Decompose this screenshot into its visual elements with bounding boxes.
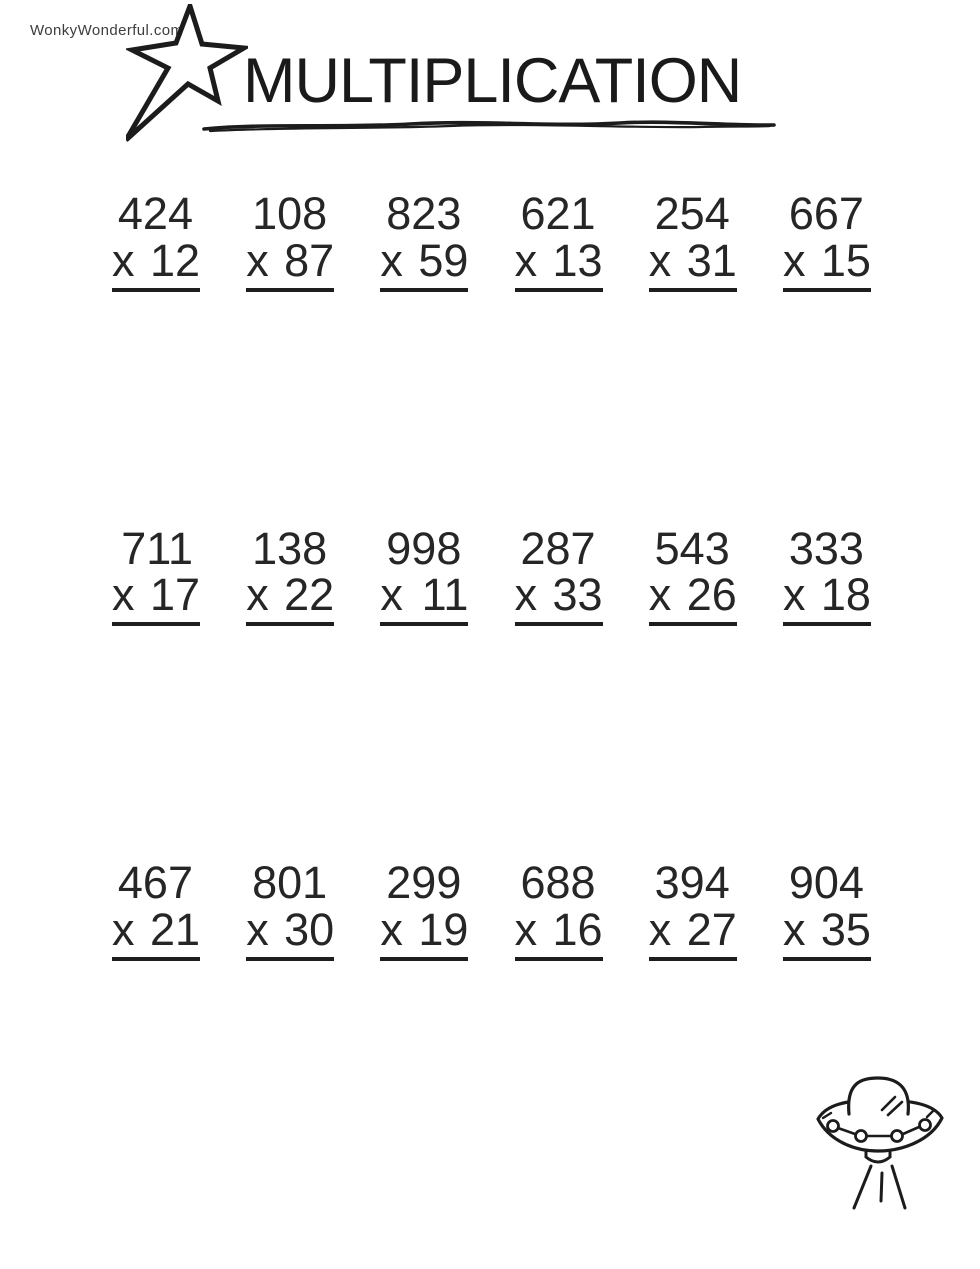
multiplicand: 424 <box>117 188 193 239</box>
multiply-operator: x <box>782 569 806 621</box>
multiplier-row <box>514 569 603 626</box>
multiplicand: 467 <box>117 857 193 909</box>
multiplication-problem <box>380 522 469 627</box>
multiplier-row <box>648 569 737 626</box>
multiply-operator: x <box>380 569 403 621</box>
multiplicand: 138 <box>252 522 328 574</box>
multiplication-problem <box>246 522 335 627</box>
multiplication-problem <box>514 522 603 627</box>
multiplier: 13 <box>552 234 603 286</box>
multiplicand: 667 <box>788 188 864 239</box>
multiplicand: 823 <box>386 188 462 239</box>
multiplication-problem <box>380 188 469 292</box>
multiplier: 30 <box>284 903 335 955</box>
multiplication-problem <box>112 522 200 627</box>
multiply-operator: x <box>380 903 403 955</box>
scribble-underline <box>200 116 778 136</box>
multiply-operator: x <box>782 234 806 286</box>
multiplier-row <box>648 903 737 961</box>
multiplier-row <box>246 903 335 961</box>
multiply-operator: x <box>514 903 538 955</box>
multiply-operator: x <box>246 234 269 286</box>
multiplier: 59 <box>418 234 469 286</box>
multiplier: 31 <box>686 234 737 286</box>
multiplier-row <box>648 234 737 292</box>
multiplicand: 543 <box>654 522 730 574</box>
multiplication-problem <box>782 188 871 292</box>
multiplication-problem <box>246 857 335 961</box>
multiplier-row <box>246 234 335 292</box>
multiplicand: 108 <box>252 188 328 239</box>
multiplication-problem <box>782 857 871 961</box>
multiplier: 35 <box>820 903 871 955</box>
multiplier-row <box>782 903 871 961</box>
multiplicand: 333 <box>788 522 864 574</box>
multiplication-problem <box>648 522 737 627</box>
multiplication-problem <box>648 857 737 961</box>
multiply-operator: x <box>380 234 403 286</box>
page-title: MULTIPLICATION <box>243 46 742 116</box>
multiplication-problem <box>782 522 871 627</box>
multiplier-row <box>782 234 871 292</box>
multiply-operator: x <box>514 569 538 621</box>
multiplier: 11 <box>421 569 469 621</box>
multiplier-row <box>782 569 871 626</box>
multiplier: 12 <box>149 234 200 286</box>
multiply-operator: x <box>782 903 806 955</box>
multiplicand: 394 <box>654 857 730 909</box>
multiplicand: 688 <box>520 857 596 909</box>
multiplier: 18 <box>820 569 871 621</box>
multiplication-problem <box>246 188 335 292</box>
multiplication-problem <box>648 188 737 292</box>
multiplier-row <box>380 569 469 626</box>
multiplier-row <box>112 569 200 626</box>
multiplication-problem <box>380 857 469 961</box>
multiplicand: 254 <box>654 188 730 239</box>
multiply-operator: x <box>246 569 269 621</box>
multiplicand: 998 <box>386 522 462 574</box>
multiplier: 27 <box>686 903 737 955</box>
multiply-operator: x <box>112 569 135 621</box>
multiplicand: 287 <box>520 522 596 574</box>
multiplicand: 801 <box>252 857 328 909</box>
multiplier-row <box>112 234 200 292</box>
multiplier-row <box>112 903 200 961</box>
multiplicand: 299 <box>386 857 462 909</box>
multiplier-row <box>514 234 603 292</box>
multiplication-problem <box>514 188 603 292</box>
multiplier: 21 <box>149 903 200 955</box>
multiply-operator: x <box>112 234 135 286</box>
multiplier: 19 <box>418 903 469 955</box>
multiplier: 87 <box>284 234 335 286</box>
multiply-operator: x <box>648 569 672 621</box>
multiplier-row <box>514 903 603 961</box>
problems-grid <box>112 188 871 961</box>
multiplicand: 904 <box>788 857 864 909</box>
multiplier-row <box>246 569 335 626</box>
multiplier: 15 <box>820 234 871 286</box>
multiplier-row <box>380 903 469 961</box>
multiplication-problem <box>514 857 603 961</box>
multiply-operator: x <box>112 903 135 955</box>
multiplication-problem <box>112 188 200 292</box>
multiplier: 16 <box>552 903 603 955</box>
multiplicand: 711 <box>121 522 193 574</box>
multiplicand: 621 <box>520 188 596 239</box>
ufo-icon <box>800 1070 950 1215</box>
multiply-operator: x <box>246 903 269 955</box>
site-branding: WonkyWonderful.com <box>30 22 184 39</box>
multiplier-row <box>380 234 469 292</box>
multiply-operator: x <box>648 903 672 955</box>
multiplication-problem <box>112 857 200 961</box>
multiplier: 26 <box>686 569 737 621</box>
multiplier: 17 <box>149 569 200 621</box>
multiply-operator: x <box>514 234 538 286</box>
multiply-operator: x <box>648 234 672 286</box>
multiplier: 22 <box>284 569 335 621</box>
multiplier: 33 <box>552 569 603 621</box>
